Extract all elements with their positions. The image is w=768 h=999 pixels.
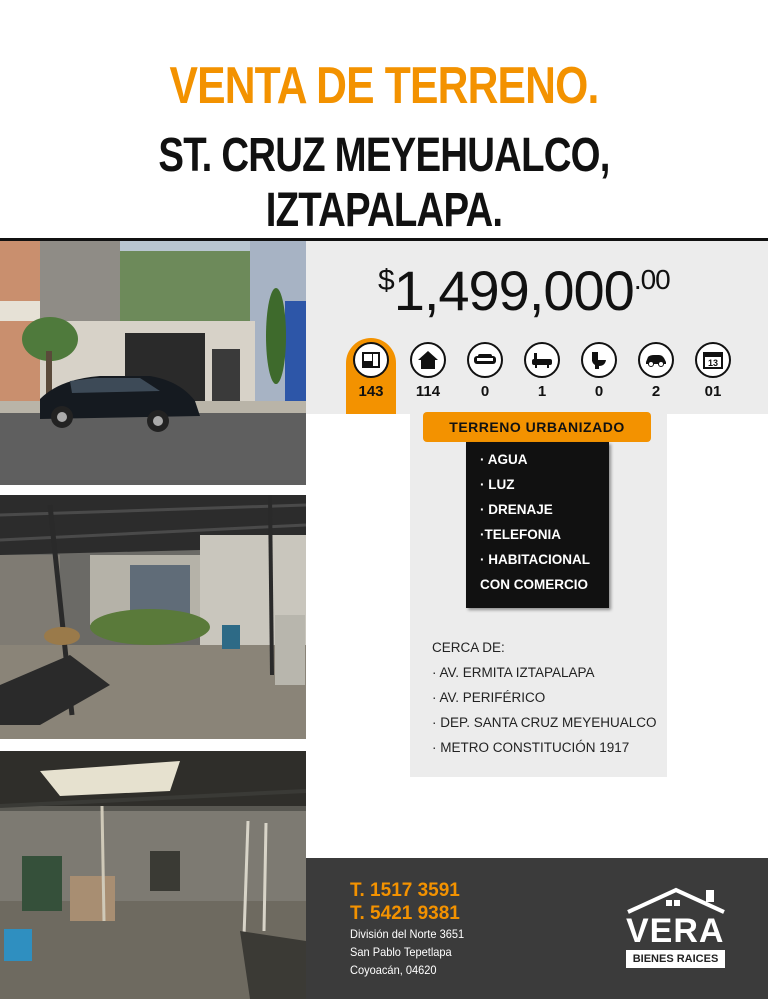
bathtub-icon [524,342,560,378]
feature-age [693,342,733,400]
nearby-item: · AV. PERIFÉRICO [432,690,546,705]
nearby-item: · METRO CONSTITUCIÓN 1917 [432,740,630,755]
nearby-item: · DEP. SANTA CRUZ MEYEHUALCO [432,715,657,730]
price-amount: 1,499,000 [393,259,634,322]
feature-lot-size [351,342,391,400]
phone-2[interactable]: T. 5421 9381 [350,903,460,924]
photo-covered-lot [0,495,306,739]
house-icon [410,342,446,378]
feature-value: 0 [594,383,604,400]
price-cents: .00 [633,264,670,295]
address-line-1: División del Norte 3651 [350,927,465,941]
land-type-badge: TERRENO URBANIZADO [423,412,651,442]
services-list [466,442,609,608]
address-line-2: San Pablo Tepetlapa [350,945,452,959]
service-item: · LUZ [480,477,515,492]
feature-half-baths [579,342,619,400]
price [378,258,670,323]
feature-value: 0 [480,383,490,400]
toilet-icon [581,342,617,378]
phone-1[interactable]: T. 1517 3591 [350,880,460,901]
logo-subtitle: BIENES RAICES [626,950,725,968]
service-item: CON COMERCIO [480,577,588,592]
feature-value: 2 [651,383,661,400]
photo-warehouse-interior [0,751,306,999]
service-item: · AGUA [480,452,528,467]
calendar-icon [695,342,731,378]
sofa-icon [467,342,503,378]
car-icon [638,342,674,378]
nearby-item: · AV. ERMITA IZTAPALAPA [432,665,595,680]
feature-construction [408,342,448,400]
service-item: ·TELEFONIA [480,527,561,542]
feature-parking [636,342,676,400]
logo-name: VERA [626,912,725,950]
price-currency: $ [378,264,394,297]
feature-value: 1 [537,383,547,400]
title-line-2: ST. CRUZ MEYEHUALCO, IZTAPALAPA. [158,129,610,237]
feature-living-room [465,342,505,400]
feature-value: 143 [358,383,384,400]
feature-value: 114 [415,383,441,400]
title-line-1: VENTA DE TERRENO. [169,57,599,115]
service-item: · HABITACIONAL [480,552,590,567]
service-item: · DRENAJE [480,502,553,517]
feature-value: 01 [704,383,722,400]
address-line-3: Coyoacán, 04620 [350,963,437,977]
photo-street-facade [0,241,306,485]
floor-plan-icon [353,342,389,378]
feature-bathrooms [522,342,562,400]
calendar-label: 13 [707,358,719,368]
nearby-heading: CERCA DE: [432,640,505,655]
